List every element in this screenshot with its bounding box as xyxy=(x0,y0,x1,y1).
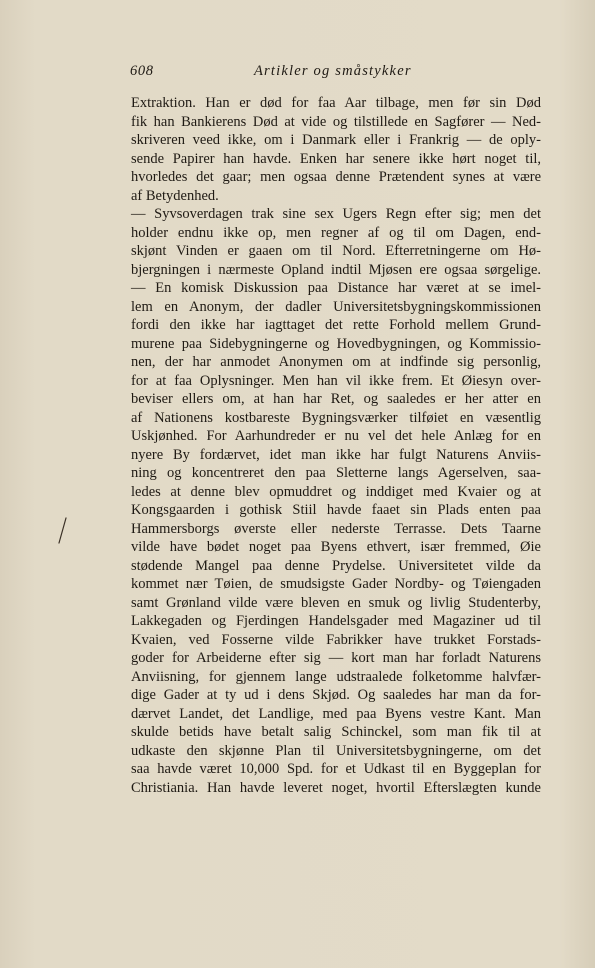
text-line: vilde have bødet noget paa Byens ethvert, især fremmed, Øie xyxy=(131,539,541,555)
text-line: skjønt Vinden er gaaen om til Nord. Efterretningerne om Hø- xyxy=(131,243,541,259)
page-number: 608 xyxy=(130,63,154,79)
text-line: murene paa Sidebygningerne og Hovedbygningen, og Kommissio- xyxy=(131,335,541,352)
text-line: goder for Arbeiderne efter sig — kort man har forladt Naturens xyxy=(131,650,541,666)
text-line: beviser ellers om, at han har Ret, og saaledes er her atter en xyxy=(131,391,541,407)
text-line: nen, der har anmodet Anonymen om at indfinde sig personlig, xyxy=(131,354,541,370)
text-line: bjergningen i nærmeste Opland indtil Mjøsen ere ogsaa sørgelige. xyxy=(131,261,541,278)
text-line: fordi den ikke har iagttaget det rette Forhold mellem Grund- xyxy=(131,317,541,333)
text-line: fik han Bankierens Død at vide og tilstillede en Sagfører — Ned- xyxy=(131,113,541,130)
text-line: sende Papirer han havde. Enken har senere ikke hørt noget til, xyxy=(131,150,541,167)
text-line: af Nationens kostbareste Bygningsværker tilføiet en væsentlig xyxy=(131,409,541,426)
text-line: dærvet Landet, det Landlige, med paa Byens vestre Kant. Man xyxy=(131,705,541,722)
text-line: — En komisk Diskussion paa Distance har været at se imel- xyxy=(131,280,541,296)
text-line: stødende Mangel paa denne Prydelse. Universitetet vilde da xyxy=(131,557,541,574)
text-line: skriveren veed ikke, om i Danmark eller i Frankrig — de oply- xyxy=(131,132,541,148)
text-line: af Betydenhed. xyxy=(131,187,219,204)
text-line: ledes at denne blev opmuddret og inddiget med Kvaier og at xyxy=(131,483,541,500)
text-line: samt Grønland vilde være bleven en smuk og livlig Studenterby, xyxy=(131,594,541,611)
text-line: Christiania. Han havde leveret noget, hvortil Efterslægten kunde xyxy=(131,779,541,796)
body-text xyxy=(131,94,541,797)
text-line: Kvaien, ved Fosserne vilde Fabrikker have trukket Forstads- xyxy=(131,631,541,648)
text-line: for at faa Oplysninger. Men han vil ikke frem. Et Øiesyn over- xyxy=(131,372,541,389)
running-head xyxy=(130,63,530,81)
text-line: hvorledes det gaar; men ogsaa denne Prætendent synes at være xyxy=(131,169,541,185)
text-line: — Syvsoverdagen trak sine sex Ugers Regn efter sig; men det xyxy=(131,206,541,222)
text-line: dige Gader at ty ud i dens Skjød. Og saaledes har man da for- xyxy=(131,687,541,703)
text-line: Lakkegaden og Fjerdingen Handelsgader med Magaziner ud til xyxy=(131,613,541,629)
text-line: nyere By fordærvet, idet man ikke har fulgt Naturens Anviis- xyxy=(131,446,541,463)
text-line: holder endnu ikke op, men regner af og til om Dagen, end- xyxy=(131,224,541,241)
text-line: lem en Anonym, der dadler Universitetsbygningskommissionen xyxy=(131,298,541,315)
text-line: Hammersborgs øverste eller nederste Terrasse. Dets Taarne xyxy=(131,520,541,537)
text-line: Extraktion. Han er død for faa Aar tilbage, men før sin Død xyxy=(131,95,541,111)
text-line: Kongsgaarden i gothisk Stiil havde faaet sin Plads enten paa xyxy=(131,502,541,518)
text-line: saa havde været 10,000 Spd. for et Udkast til en Byggeplan for xyxy=(131,761,541,777)
running-title: Artikler og småstykker xyxy=(254,63,412,79)
text-line: kommet nær Tøien, de smudsigste Gader Nordby- og Tøiengaden xyxy=(131,576,541,592)
margin-pencil-mark xyxy=(55,516,69,546)
text-line: Anviisning, for gjennem lange udstraalede folketomme halvfær- xyxy=(131,668,541,685)
text-line: ning og koncentreret den paa Sletterne langs Agerselven, saa- xyxy=(131,465,541,481)
text-line: skulde betids have betalt salig Schinckel, som man fik til at xyxy=(131,724,541,740)
text-line: udkaste den skjønne Plan til Universitetsbygningerne, om det xyxy=(131,742,541,759)
text-line: Uskjønhed. For Aarhundreder er nu vel det hele Anlæg for en xyxy=(131,428,541,444)
